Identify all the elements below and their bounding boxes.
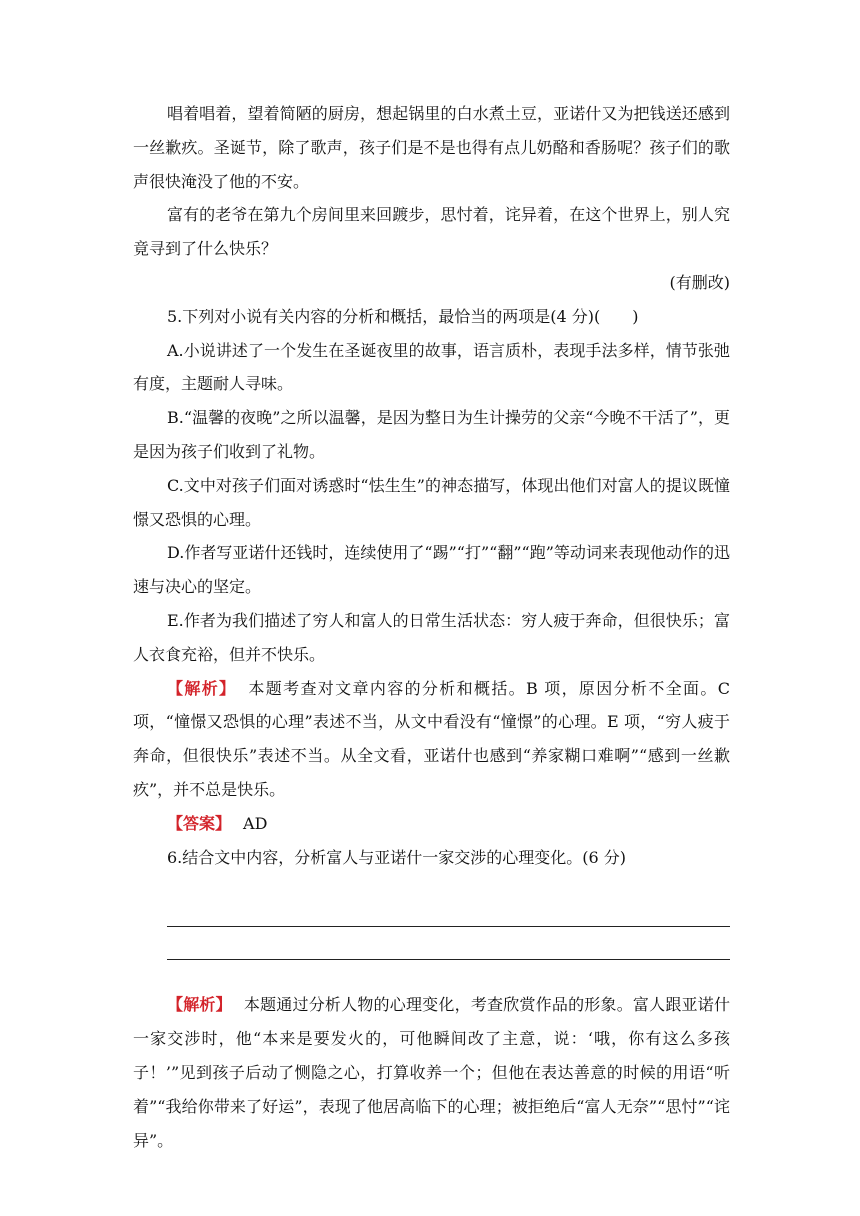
page-content [133,97,730,1157]
answer-text: AD [243,813,268,833]
q6-explanation [133,988,730,1157]
answer-tag: 【答案】 [167,813,232,833]
option-c: C.文中对孩子们面对诱惑时“怯生生”的神态描写，体现出他们对富人的提议既憧憬又恐惧的心理。 [133,475,730,529]
passage-paragraph: 唱着唱着，望着简陋的厨房，想起锅里的白水煮土豆，亚诺什又为把钱送还感到一丝歉疚。圣诞节，除了歌声，孩子们是不是也得有点儿奶酪和香肠呢？孩子们的歌声很快淹没了他的不安。 [133,104,730,191]
explanation-text: 本题通过分析人物的心理变化，考查欣赏作品的形象。富人跟亚诺什一家交涉时，他“本来是要发火的，可他瞬间改了主意，说：‘哦，你有这么多孩子！’”见到孩子后动了恻隐之心，打算收养一个；但他在表达善意的时候的用语“听着”“我给你带来了好运”，表现了他居高临下的心理；被拒绝后“富人无奈”“思忖”“诧异”。 [133,995,730,1150]
answer-line [167,927,730,960]
option-e: E.作者为我们描述了穷人和富人的日常生活状态：穷人疲于奔命，但很快乐；富人衣食充裕，但并不快乐。 [133,610,730,664]
option-b: B.“温馨的夜晚”之所以温馨，是因为整日为生计操劳的父亲“今晚不干活了”，更是因为孩子们收到了礼物。 [133,408,730,461]
explanation-text: 本题考查对文章内容的分析和概括。B 项，原因分析不全面。C 项，“憧憬又恐惧的心理”表述不当，从文中看没有“憧憬”的心理。E 项，“穷人疲于奔命，但很快乐”表述不当。从全文看，亚诺什也感到“养家糊口难啊”“感到一丝歉疚”，并不总是快乐。 [133,678,730,799]
option-a: A.小说讲述了一个发生在圣诞夜里的故事，语言质朴，表现手法多样，情节张弛有度，主题耐人寻味。 [133,340,730,394]
question-5-stem: 5.下列对小说有关内容的分析和概括，最恰当的两项是(4 分)( ) [167,306,639,326]
option-d: D.作者写亚诺什还钱时，连续使用了“踢”“打”“翻”“跑”等动词来表现他动作的迅速与决心的坚定。 [133,543,730,597]
answer-line [167,894,730,927]
passage-paragraph: 富有的老爷在第九个房间里来回踱步，思忖着，诧异着，在这个世界上，别人究竟寻到了什么快乐？ [133,205,730,259]
question-6-stem: 6.结合文中内容，分析富人与亚诺什一家交涉的心理变化。(6 分) [167,847,627,867]
q5-explanation [133,672,730,807]
explanation-tag: 【解析】 [167,678,237,698]
answer-lines [167,894,730,960]
explanation-tag: 【解析】 [167,995,232,1015]
source-note: (有删改) [669,272,730,292]
q5-answer [133,807,730,841]
